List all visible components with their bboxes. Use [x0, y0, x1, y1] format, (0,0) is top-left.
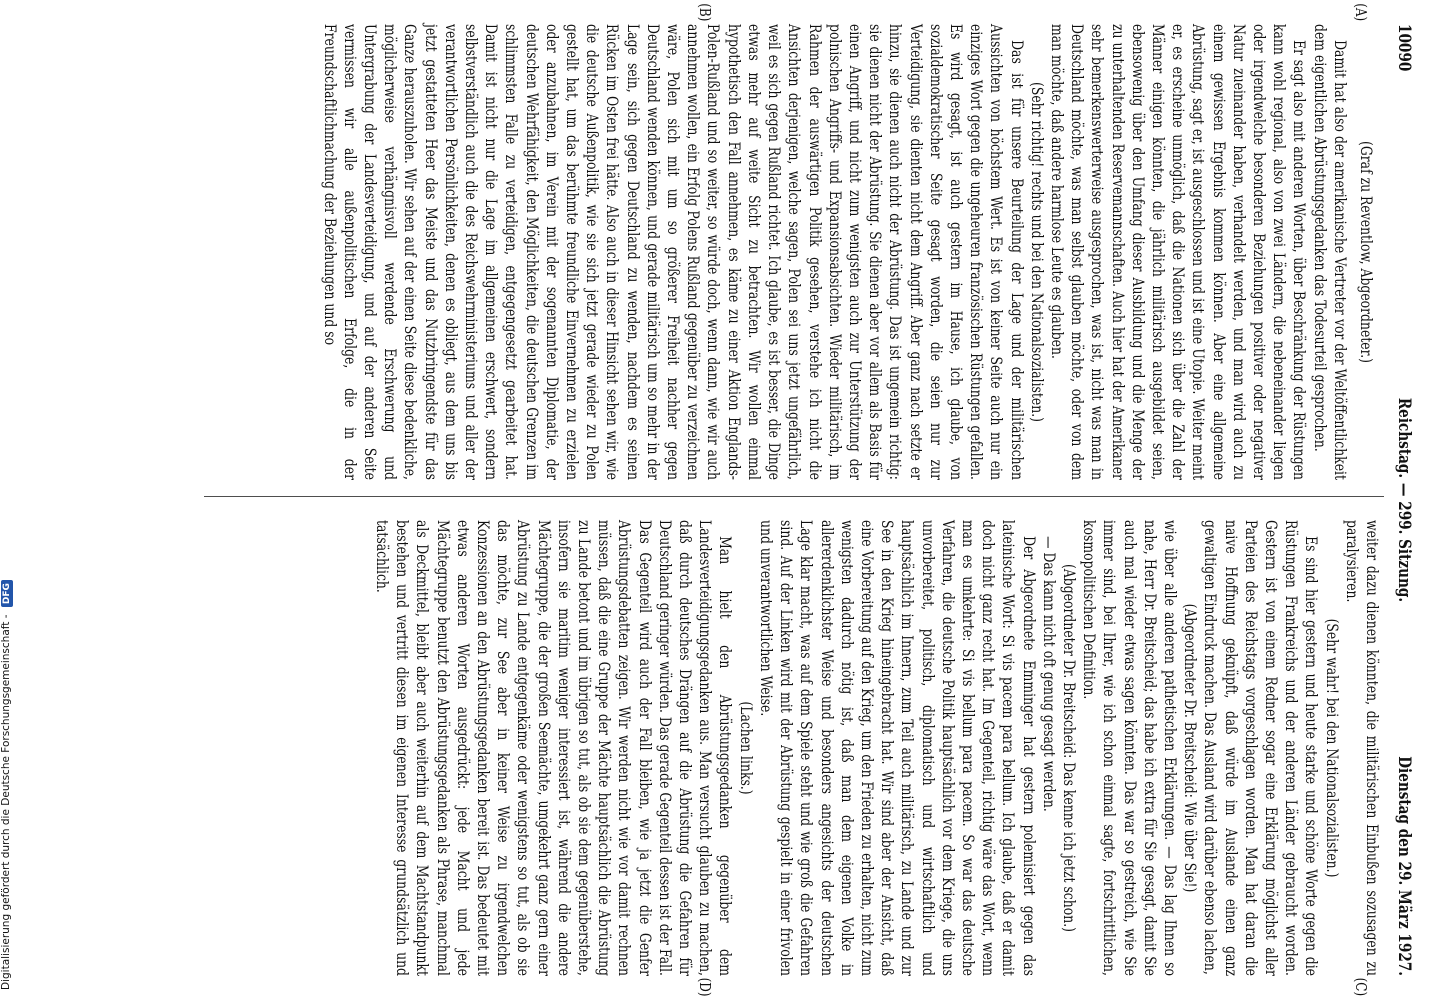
paragraph: Das ist für unsere Beurteilung der Lage und der militärischen Aussichten von höchstem Wert. Es ist von keiner Seite auch nur ein einziges Wort gegen die ungeheuren französischen Rüstungen gefallen. Es wird gesagt, ist auch gestern im Hause, ich glaube, von sozialdemokratischer Seite gesagt worden, die seien nur zur Verteidigung, sie dienten nicht dem Angriff. Aber ganz nach setzte er hinzu, sie dienen auch nicht der Abrüstung. Das ist ungemein richtig: sie dienen nicht der Abrüstung. Sie dienen aber vor allem als Basis für einen Angriff, und nicht zum wenigsten auch zur Unterstützung der polnischen Angriffs- und Expansionsabsichten. Wieder militärisch, im Rahmen der auswärtigen Politik gesehen, verstehe ich nicht die Ansichten derjenigen, welche sagen, Polen sei uns jetzt ungefährlich, weil es sich gegen Rußland richtet. Ich glaube, es ist besser, die Dinge etwas mehr auf weite Sicht zu betrachten. Wir wollen einmal hypothetisch den Fall annehmen, es käme zu einer Aktion Englands-Polen-Rußland und so weiter, so würde doch, wenn dann, wie wir auch annehmen wollen, ein Erfolg Polens Rußland gegenüber zu verzeichnen wäre, Polen sich mit um so größerer Freiheit nachher gegen Deutschland wenden können, und gerade militärisch um so mehr in der Lage sein, sich gegen Deutschland zu wenden, nachdem es seinen Rücken im Osten frei hätte. Also auch in dieser Hinsicht sehen wir, wie die deutsche Außenpolitik, wie sie sich jetzt gerade wieder zu Polen gestellt hat, um das berühmte freundliche Einvernehmen zu erzielen oder anzubahnen, im Verein mit der sogenannten Diplomatie, der deutschen Wehrfähigkeit, den Möglichkeiten, die deutschen Grenzen im schlimmsten Falle zu verteidigen, entgegengesetzt gearbeitet hat. Damit ist nicht nur die Lage im allgemeinen erschwert, sondern selbstverständlich auch die des Reichswehrministeriums und aller der verantwortlichen Persönlichkeiten, denen es obliegt, aus dem uns bis jetzt gestatteten Heer das Meiste und das Nutzbringendste für das Ganze herauszuholen. Wir sehen auf der einen Seite diese bedenkliche, möglicherweise verhängnisvoll werdende Erschwerung und Untergrabung der Landesverteidigung, und auf der anderen Seite vermissen wir alle außenpolitischen Erfolge, die in der Freundschaftlichmachung der Beziehungen und so [320, 24, 1026, 481]
funding-text: Digitalisierung gefördert durch die Deutsche Forschungsgemeinschaft - [0, 614, 12, 990]
interjection: (Abgeordneter Dr. Breitscheid: Das kenne ich jetzt schon.) [1059, 564, 1078, 932]
margin-marker-c: (C) [1352, 977, 1370, 997]
paragraph: Es sind hier gestern und heute starke und schöne Worte gegen die Rüstungen Frankreichs und der anderen Länder gebraucht worden. Gestern ist von einem Redner sogar eine Erklärung möglichst aller Parteien des Reichstags vorgeschlagen worden. Man hat daran die naive Hoffnung geknüpft, daß würde im Auslande einen ganz gewaltigen Eindruck machen. Das Ausland wird darüber ebenso lachen, [1201, 520, 1321, 976]
column-divider [204, 496, 1384, 497]
interjection: (Sehr richtig! rechts und bei den Nationalsozialisten.) [1027, 82, 1046, 422]
margin-marker-b: (B) [696, 3, 714, 22]
paragraph: weiter dazu dienen könnten, die militärischen Einbußen sozusagen zu paralysieren. [1342, 520, 1381, 976]
footer-strip [0, 0, 24, 1000]
paragraph: — Das kann nicht oft genug gesagt werden. [1039, 536, 1058, 812]
paragraph: Er sagt also mit anderen Worten, über Beschränkung der Rüstungen kann wohl regional, also von zwei Ländern, die nebeneinander liegen oder irgendwelche besonderen Beziehungen positiver oder negativer Natur zueinander haben, verhandelt werden, und man wird auch zu einem gewissen Ergebnis kommen können. Aber eine allgemeine Abrüstung, sagt er, ist ausgeschlossen und ist eine Utopie. Weiter meint er, es erscheine unmöglich, daß die Nationen sich über die Zahl der Männer einigen könnten, die jährlich militärisch ausgebildet seien, ebensowenig über den Umfang dieser Ausbildung und die Menge der zu unterhaltenden Reservemannschaften. Auch hier hat der Amerikaner sehr bemerkenswerterweise ausgesprochen, was ist, nicht was man in Deutschland möchte, was man selbst glauben möchte, oder von dem man möchte, daß andere harmlose Leute es glauben. [1047, 24, 1309, 481]
interjection: (Sehr wahr! bei den Nationalsozialisten.) [1322, 618, 1341, 878]
paragraph: Der Abgeordnete Emminger hat gestern polemisiert gegen das lateinische Wort: Si vis pacem para bellum. Ich glaube, daß er damit doch nicht ganz recht hat. Im Gegenteil, richtig wäre das Wort, wenn man es umkehrte: Si vis bellum para pacem. So war das deutsche Verfahren, die deutsche Politik hauptsächlich vor dem Kriege, die uns unvorbereitet, politisch, diplomatisch und wirtschaftlich und hauptsächlich im Innern, zum Teil auch militärisch, zu Lande und zur See in den Krieg hineingebracht hat. Wir sind aber der Ansicht, daß eine Vorbereitung auf den Krieg, um den Frieden zu erhalten, nicht zum wenigsten dadurch nötig ist, daß man dem eigenen Volke in allererdenklichster Weise und besonders angesichts der deutschen Lage klar macht, was auf dem Spiele steht und wie groß die Gefahren sind. Auf der Linken wird mit der Abrüstung gespielt in einer frivolen und unverantwortlichen Weise. [756, 520, 1038, 976]
interjection: (Abgeordneter Dr. Breitscheid: Wie über Sie!) [1181, 603, 1200, 893]
dfg-logo: DFG [1, 580, 13, 607]
document-page [177, 0, 1434, 997]
margin-marker-d: (D) [696, 977, 714, 997]
margin-marker-a: (A) [1352, 3, 1370, 22]
funding-note [0, 0, 13, 990]
session-title: Reichstag. — 299. Sitzung. [1394, 397, 1414, 603]
paragraph: wie über alle anderen pathetischen Erklärungen. — Das lag Ihnen so nahe, Herr Dr. Breitscheid; das habe ich extra für Sie gesagt, damit Sie auch mal wieder etwas sagen könnten. Das war so gestreich, wie Sie immer sind, bei Ihrer, wie ich schon einmal sagte, fortschrittlichen, kosmopolitischen Definition. [1080, 520, 1179, 976]
paragraph: Man hielt den Abrüstungsgedanken gegenüber dem Landesverteidigungsgedanken aus. Man versucht glauben zu machen, daß durch deutsches Drängen auf die Abrüstung die Gefahren für Deutschland geringer würden. Das gerade Gegenteil dessen ist der Fall. Das Gegenteil wird auch der Fall bleiben, wie ja jetzt die Genfer Abrüstungsdebatten zeigen. Wir werden nicht wie vor damit rechnen müssen, daß die eine Gruppe der Mächte hauptsächlich die Abrüstung zu Lande betont und im übrigen so tut, als ob sie dem gegenüberstehe, insofern sie maritim weniger interessiert ist, während die andere Mächtegruppe, die der großen Seemächte, umgekehrt ganz gern einer Abrüstung zu Lande entgegenkäme oder wenigstens so tut, als ob sie das möchte, zur See aber in keiner Weise zu irgendwelchen Konzessionen an den Abrüstungsgedanken bereit ist. Das bedeutet mit etwas anderen Worten ausgedrückt: jede Macht und jede Mächtegruppe benutzt den Abrüstungsgedanken als Phrase, manchmal als Deckmittel, bleibt aber auch weiterhin auf dem Machtstandpunkt bestehen und vertritt diesen im eigenen Interesse grundsätzlich und tatsächlich. [373, 520, 735, 976]
page-header [1390, 24, 1414, 976]
session-date: Dienstag den 29. März 1927. [1394, 756, 1414, 976]
interjection: (Lachen links.) [736, 701, 755, 795]
page-content [177, 0, 1434, 1000]
left-column [319, 24, 1382, 480]
right-column [372, 520, 1382, 976]
page-number: 10090 [1394, 24, 1414, 72]
paragraph: Damit hat also der amerikanische Vertreter vor der Weltöffentlichkeit dem eigentlichen Abrüstungsgedanken das Todesurteil gesprochen. [1310, 24, 1349, 481]
speaker-intro: (Graf zu Reventlow, Abgeordneter.) [1357, 141, 1375, 363]
